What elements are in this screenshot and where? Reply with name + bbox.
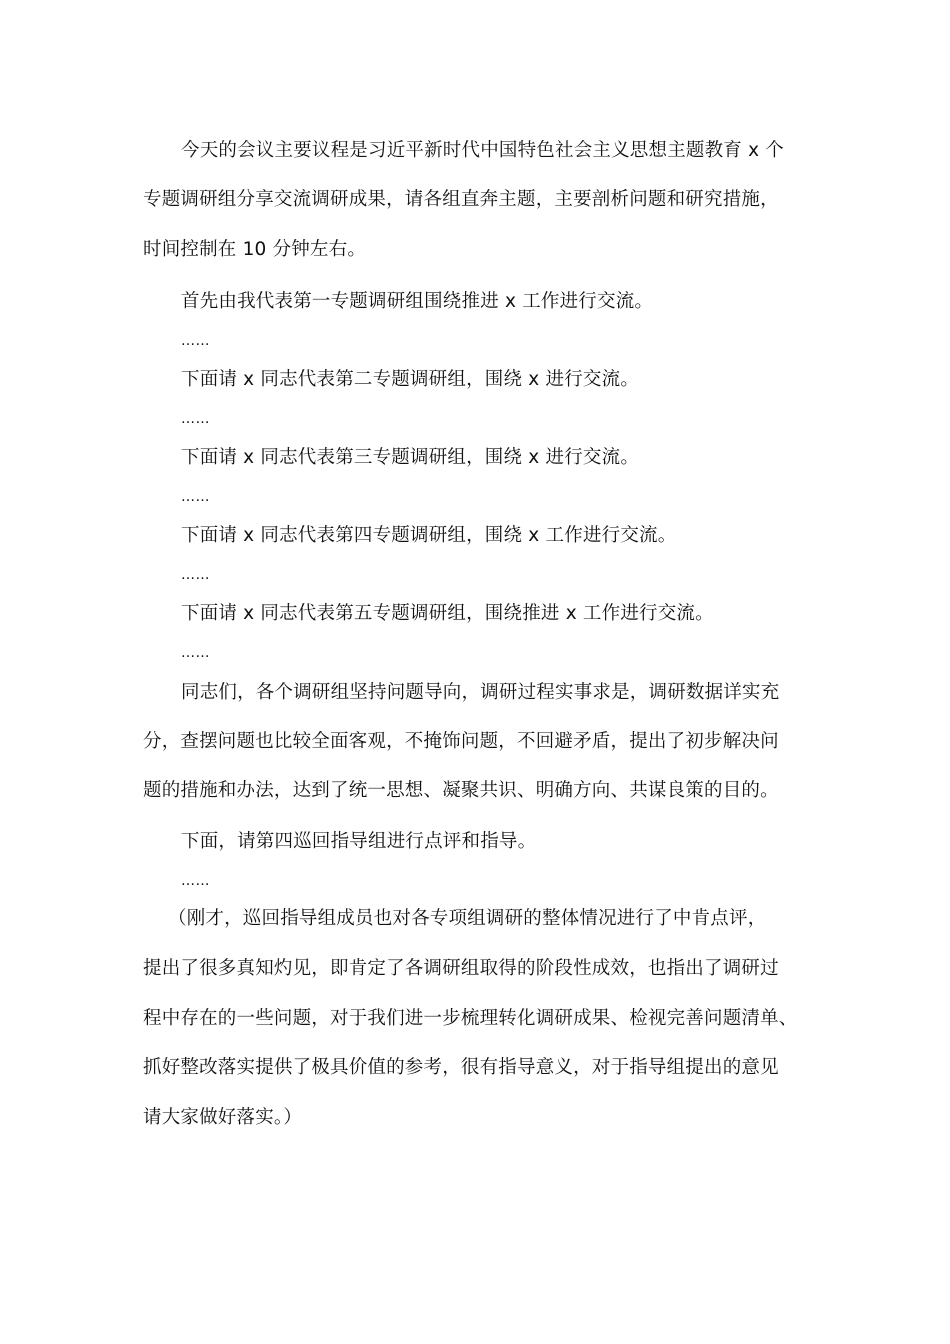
intro-line-1: 今天的会议主要议程是习近平新时代中国特色社会主义思想主题教育 x 个: [181, 140, 785, 161]
ellipsis-3: ……: [181, 489, 210, 505]
intro-line-3: 时间控制在 10 分钟左右。: [143, 239, 367, 260]
closing-line-3: 程中存在的一些问题，对于我们进一步梳理转化调研成果、检视完善问题清单、: [143, 1008, 798, 1029]
closing-line-1: （刚才，巡回指导组成员也对各专项组调研的整体情况进行了中肯点评，: [168, 908, 767, 929]
closing-line-2: 提出了很多真知灼见，即肯定了各调研组取得的阶段性成效，也指出了调研过: [143, 958, 779, 979]
closing-line-5: 请大家做好落实。）: [143, 1107, 303, 1128]
ellipsis-6: ……: [181, 873, 210, 889]
summary-line-2: 分，查摆问题也比较全面客观，不掩饰问题，不回避矛盾，提出了初步解决问: [143, 731, 779, 752]
inspection-paragraph: 下面，请第四巡回指导组进行点评和指导。: [181, 831, 537, 852]
ellipsis-2: ……: [181, 411, 210, 427]
intro-line-2: 专题调研组分享交流调研成果，请各组直奔主题，主要剖析问题和研究措施，: [143, 189, 779, 210]
summary-line-3: 题的措施和办法，达到了统一思想、凝聚共识、明确方向、共谋良策的目的。: [143, 780, 779, 801]
ellipsis-4: ……: [181, 567, 210, 583]
fourth-group-paragraph: 下面请 x 同志代表第四专题调研组，围绕 x 工作进行交流。: [181, 525, 677, 546]
second-group-paragraph: 下面请 x 同志代表第二专题调研组，围绕 x 进行交流。: [181, 369, 640, 390]
ellipsis-1: ……: [181, 333, 210, 349]
first-group-paragraph: 首先由我代表第一专题调研组围绕推进 x 工作进行交流。: [181, 291, 654, 312]
third-group-paragraph: 下面请 x 同志代表第三专题调研组，围绕 x 进行交流。: [181, 447, 640, 468]
ellipsis-5: ……: [181, 645, 210, 661]
fifth-group-paragraph: 下面请 x 同志代表第五专题调研组，围绕推进 x 工作进行交流。: [181, 603, 714, 624]
summary-line-1: 同志们，各个调研组坚持问题导向，调研过程实事求是，调研数据详实充: [181, 682, 780, 703]
closing-line-4: 抓好整改落实提供了极具价值的参考，很有指导意义，对于指导组提出的意见: [143, 1057, 779, 1078]
